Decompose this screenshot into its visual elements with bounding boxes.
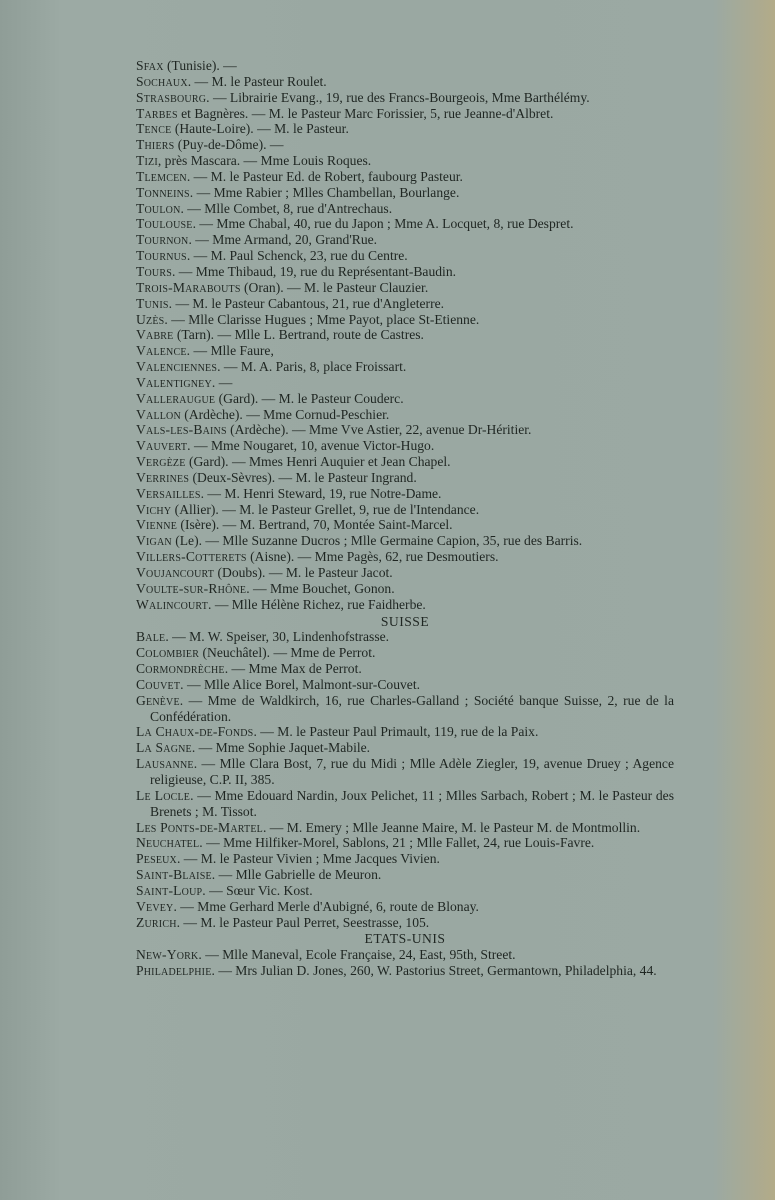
entry-city: Lausanne xyxy=(136,756,194,772)
entry-city: Tence xyxy=(136,121,172,137)
directory-entry xyxy=(136,391,674,407)
directory-entry xyxy=(136,867,674,883)
directory-entry xyxy=(136,438,674,454)
entry-details: . — M. le Pasteur Paul Perret, Seestrasse, 105. xyxy=(176,914,430,930)
entry-details: (Neuchâtel). — Mme de Perrot. xyxy=(199,645,376,661)
entry-details: . — Mlle Faure, xyxy=(186,343,274,359)
entry-city: Tournus xyxy=(136,248,187,264)
entry-details: (Oran). — M. le Pasteur Clauzier. xyxy=(240,279,429,295)
directory-entry xyxy=(136,153,674,169)
directory-entry xyxy=(136,756,674,788)
entry-details: . — Mme de Waldkirch, 16, rue Charles-Galland ; Société banque Suisse, 2, rue de la Confédération. xyxy=(150,692,674,724)
entry-details: . — Mlle Gabrielle de Meuron. xyxy=(211,867,382,883)
entry-city: Voujancourt xyxy=(136,565,215,580)
directory-entry xyxy=(136,422,674,438)
entry-city: Saint-Blaise xyxy=(136,867,212,883)
entry-details: (Allier). — M. le Pasteur Grellet, 9, rue de l'Intendance. xyxy=(171,501,480,517)
directory-entry xyxy=(136,312,674,328)
directory-entry xyxy=(136,359,674,375)
entry-city: Vallon xyxy=(136,406,181,422)
entry-city: Tunis xyxy=(136,295,169,311)
entry-details: . — Sœur Vic. Kost. xyxy=(202,882,313,898)
entry-details: . — Mlle Alice Borel, Malmont-sur-Couvet. xyxy=(180,676,421,692)
entry-city: Couvet xyxy=(136,676,181,692)
directory-entry xyxy=(136,232,674,248)
directory-entry xyxy=(136,788,674,820)
entry-details: , près Mascara. — Mme Louis Roques. xyxy=(157,153,372,169)
entry-city: Philadelphie xyxy=(136,963,212,979)
entry-details: . — Mrs Julian D. Jones, 260, W. Pastorius Street, Germantown, Philadelphia, 44. xyxy=(211,963,657,979)
entry-details: . — M. Emery ; Mlle Jeanne Maire, M. le Pasteur M. de Montmollin. xyxy=(262,819,641,835)
directory-entry xyxy=(136,470,674,486)
entry-details: . — Mme Bouchet, Gonon. xyxy=(246,580,395,596)
entry-city: Vauvert xyxy=(136,438,188,454)
entry-details: . — xyxy=(211,374,233,390)
entry-details: . — Mme Thibaud, 19, rue du Représentant-Baudin. xyxy=(171,263,457,279)
directory-entry xyxy=(136,661,674,677)
entry-details: . — M. le Pasteur Roulet. xyxy=(187,73,327,89)
entry-details: . — Mme Max de Perrot. xyxy=(224,661,362,677)
entry-city: Tarbes xyxy=(136,105,178,121)
directory-entry xyxy=(136,137,674,153)
entries-etats-unis xyxy=(136,947,674,979)
entry-details: (Tunisie). — xyxy=(163,58,237,73)
entry-city: Zurich xyxy=(136,914,177,930)
directory-entry xyxy=(136,185,674,201)
directory-entry xyxy=(136,915,674,931)
entry-details: . — Mme Chabal, 40, rue du Japon ; Mme A. Locquet, 8, rue Despret. xyxy=(192,216,574,232)
directory-entry xyxy=(136,248,674,264)
section-heading-suisse: SUISSE xyxy=(380,613,430,629)
directory-entry xyxy=(136,407,674,423)
entry-details: . — Mlle Maneval, Ecole Française, 24, East, 95th, Street. xyxy=(198,947,516,963)
entry-city: Peseux xyxy=(136,851,177,867)
entry-city: Valenciennes xyxy=(136,359,218,375)
directory-entry xyxy=(136,693,674,725)
directory-entry xyxy=(136,629,674,645)
directory-entry xyxy=(136,851,674,867)
entry-details: (Aisne). — Mme Pagès, 62, rue Desmoutiers. xyxy=(246,549,499,565)
directory-entry xyxy=(136,517,674,533)
entry-city: Strasbourg xyxy=(136,89,207,105)
directory-entry xyxy=(136,280,674,296)
entry-details: (Ardèche). — Mme Vve Astier, 22, avenue Dr-Héritier. xyxy=(226,422,532,438)
entry-details: . — Mlle Clara Bost, 7, rue du Midi ; Mlle Adèle Ziegler, 19, avenue Druey ; Agence religieuse, C.P. II, 385. xyxy=(150,756,674,787)
directory-entry xyxy=(136,343,674,359)
entry-details: (Gard). — Mmes Henri Auquier et Jean Chapel. xyxy=(185,454,451,470)
entry-city: Sfax xyxy=(136,58,164,73)
entry-city: Villers-Cotterets xyxy=(136,549,247,565)
section-heading-etats-unis: ETATS-UNIS xyxy=(364,931,446,947)
entry-details: . — Mlle Hélène Richez, rue Faidherbe. xyxy=(208,596,426,612)
entry-details: (Ardèche). — Mme Cornud-Peschier. xyxy=(180,406,390,422)
entry-city: Colombier xyxy=(136,645,200,661)
directory-column xyxy=(136,58,674,979)
entry-city: Vals-les-Bains xyxy=(136,422,227,438)
directory-entry xyxy=(136,296,674,312)
directory-entry xyxy=(136,216,674,232)
entry-details: . — Mlle Combet, 8, rue d'Antrechaus. xyxy=(180,200,393,216)
entry-city: Vevey xyxy=(136,898,174,914)
directory-entry xyxy=(136,533,674,549)
entry-city: Neuchatel xyxy=(136,835,200,851)
entry-city: Saint-Loup xyxy=(136,882,203,898)
entry-city: Tours xyxy=(136,263,172,279)
entry-city: Sochaux xyxy=(136,73,188,89)
entry-details: . — Mme Sophie Jaquet-Mabile. xyxy=(191,740,371,756)
entry-city: Valentigney xyxy=(136,374,212,390)
entry-city: Walincourt xyxy=(136,596,209,612)
entry-details: . — M. A. Paris, 8, place Froissart. xyxy=(217,359,407,375)
directory-entry xyxy=(136,947,674,963)
directory-entry xyxy=(136,820,674,836)
entry-details: . — Librairie Evang., 19, rue des Francs-Bourgeois, Mme Barthélémy. xyxy=(206,89,590,105)
entry-details: (Puy-de-Dôme). — xyxy=(174,137,284,153)
entry-details: . — M. le Pasteur Cabantous, 21, rue d'Angleterre. xyxy=(168,295,445,311)
entry-details: (Gard). — M. le Pasteur Couderc. xyxy=(215,390,404,406)
entry-details: . — M. Henri Steward, 19, rue Notre-Dame. xyxy=(200,485,442,501)
directory-entry xyxy=(136,486,674,502)
entry-city: Versailles xyxy=(136,485,201,501)
entry-details: (Doubs). — M. le Pasteur Jacot. xyxy=(214,565,393,580)
entry-city: Vergèze xyxy=(136,454,186,470)
directory-entry xyxy=(136,74,674,90)
entry-city: Tlemcen xyxy=(136,168,187,184)
entry-details: (Isère). — M. Bertrand, 70, Montée Saint-Marcel. xyxy=(177,517,453,533)
entry-city: Voulte-sur-Rhône xyxy=(136,580,247,596)
entry-details: (Tarn). — Mlle L. Bertrand, route de Castres. xyxy=(173,327,424,343)
entry-city: Tonneins xyxy=(136,184,190,200)
directory-entry xyxy=(136,565,674,581)
entry-details: et Bagnères. — M. le Pasteur Marc Forissier, 5, rue Jeanne-d'Albret. xyxy=(177,105,554,121)
entry-details: (Le). — Mlle Suzanne Ducros ; Mlle Germaine Capion, 35, rue des Barris. xyxy=(171,533,583,549)
entry-city: Vienne xyxy=(136,517,178,533)
entry-city: Vabre xyxy=(136,327,174,343)
directory-entry xyxy=(136,169,674,185)
entry-details: . — Mme Rabier ; Mlles Chambellan, Bourlange. xyxy=(189,184,460,200)
directory-entry xyxy=(136,90,674,106)
entry-city: Verrines xyxy=(136,469,190,485)
directory-entry xyxy=(136,677,674,693)
entry-city: Bale xyxy=(136,629,166,645)
entry-city: La Sagne xyxy=(136,740,192,756)
directory-entry xyxy=(136,581,674,597)
directory-entry xyxy=(136,454,674,470)
directory-entry xyxy=(136,549,674,565)
directory-entry xyxy=(136,264,674,280)
entry-details: . — Mme Edouard Nardin, Joux Pelichet, 11 ; Mlles Sarbach, Robert ; M. le Pasteur des Brenets ; M. Tissot. xyxy=(150,787,674,819)
directory-entry xyxy=(136,597,674,613)
entry-city: Genève xyxy=(136,692,180,708)
entry-details: (Deux-Sèvres). — M. le Pasteur Ingrand. xyxy=(189,469,417,485)
directory-entry xyxy=(136,58,674,74)
entry-details: . — Mme Armand, 20, Grand'Rue. xyxy=(188,232,378,248)
directory-entry xyxy=(136,121,674,137)
entry-details: (Haute-Loire). — M. le Pasteur. xyxy=(171,121,349,137)
directory-entry xyxy=(136,502,674,518)
entry-city: Le Locle xyxy=(136,787,191,803)
entry-city: Toulon xyxy=(136,200,181,216)
entry-city: Tizi xyxy=(136,153,158,169)
entry-city: Vichy xyxy=(136,501,172,517)
directory-entry xyxy=(136,201,674,217)
entry-city: Les Ponts-de-Martel xyxy=(136,819,263,835)
entry-details: . — Mme Hilfiker-Morel, Sablons, 21 ; Mlle Fallet, 24, rue Louis-Favre. xyxy=(199,835,595,851)
entry-city: Tournon xyxy=(136,232,189,248)
entry-city: New-York xyxy=(136,947,199,963)
entry-details: . — M. le Pasteur Vivien ; Mme Jacques Vivien. xyxy=(176,851,440,867)
entry-details: . — Mlle Clarisse Hugues ; Mme Payot, place St-Etienne. xyxy=(164,311,480,327)
entries-france xyxy=(136,58,674,613)
directory-entry xyxy=(136,883,674,899)
directory-entry xyxy=(136,740,674,756)
entry-details: . — M. le Pasteur Paul Primault, 119, rue de la Paix. xyxy=(253,724,539,740)
entry-city: Thiers xyxy=(136,137,175,153)
entry-city: Vigan xyxy=(136,533,172,549)
entry-city: Trois-Marabouts xyxy=(136,279,241,295)
directory-entry xyxy=(136,963,674,979)
entry-details: . — M. W. Speiser, 30, Lindenhofstrasse. xyxy=(165,629,390,645)
directory-entry xyxy=(136,327,674,343)
directory-entry xyxy=(136,724,674,740)
entry-city: Cormondrèche xyxy=(136,661,225,677)
directory-entry xyxy=(136,106,674,122)
directory-entry xyxy=(136,899,674,915)
entry-details: . — Mme Nougaret, 10, avenue Victor-Hugo. xyxy=(187,438,435,454)
entry-city: Valleraugue xyxy=(136,390,216,406)
directory-entry xyxy=(136,835,674,851)
entry-details: . — M. Paul Schenck, 23, rue du Centre. xyxy=(186,248,408,264)
entries-suisse xyxy=(136,629,674,930)
entry-city: Valence xyxy=(136,343,187,359)
directory-entry xyxy=(136,645,674,661)
entry-city: Uzès xyxy=(136,311,165,327)
directory-entry xyxy=(136,375,674,391)
entry-city: Toulouse xyxy=(136,216,193,232)
entry-city: La Chaux-de-Fonds xyxy=(136,724,254,740)
entry-details: . — M. le Pasteur Ed. de Robert, faubourg Pasteur. xyxy=(186,168,463,184)
entry-details: . — Mme Gerhard Merle d'Aubigné, 6, route de Blonay. xyxy=(173,898,479,914)
